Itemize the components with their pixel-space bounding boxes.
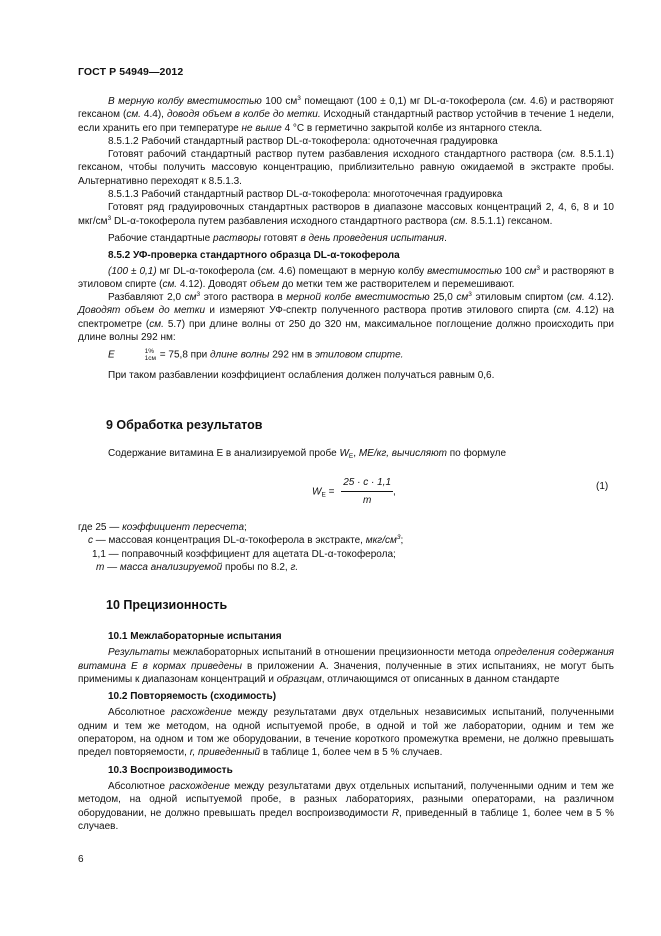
clause-102-paragraph: Абсолютное расхождение между результатами двух отдельных независимых испытаний, полученными одним и тем же методом, на одной испытуемой пробе, в одной и той же лаборатории, одним и тем же оператором, на одном и том же оборудовании, в течение короткого промежутка времени, не должно превышать предел повторяемости, r, приведенный в таблице 1, более чем в 5 % случаев. <box>78 707 614 759</box>
section-9-heading: 9 Обработка результатов <box>106 418 263 432</box>
clause-101-heading: 10.1 Межлабораторные испытания <box>108 631 282 642</box>
formula-fraction: $\frac{25 \cdot c \cdot 1,1}{m}$ <box>343 477 392 507</box>
section-8-body <box>78 95 614 383</box>
definition-m: m — масса анализируемой пробы по 8.2, г. <box>96 561 299 573</box>
clause-8512-body: Готовят рабочий стандартный раствор путем разбавления исходного стандартного раствора (см. 8.5.1.1) гексаном, чтобы получить массовую концентрацию, приблизительно равную ожидаемой в экстракте пробы. Альтернативно переходят к 8.5.1.3. <box>78 149 614 187</box>
stock-solution-paragraph: В мерную колбу вместимостью 100 $см^3$ помещают (100 ± 0,1) мг DL-α-токоферола (см. 4.6) и растворяют гексаном (см. 4.4), доводя объем в колбе до метки. Исходный стандартный раствор устойчив в течение 1 недели, если хранить его при температуре не выше 4 °С в герметично закрытой колбе из янтарного стекла. <box>78 95 614 134</box>
clause-852-paragraph-1: (100 ± 0,1) мг DL-α-токоферола (см. 4.6) помещают в мерную колбу вместимостью 100 $см^3$ и растворяют в этиловом спирте (см. 4.12). Доводят объем до метки тем же растворителем и перемешивают. <box>78 264 615 290</box>
clause-852-heading: 8.5.2 УФ-проверка стандартного образца DL-α-токоферола <box>108 250 400 262</box>
section-9-intro: Содержание витамина Е в анализируемой пробе $W_E$, МЕ/кг, вычисляют по формуле <box>108 448 507 460</box>
document-header: ГОСТ Р 54949—2012 <box>78 66 184 78</box>
clause-852-paragraph-2: Разбавляют 2,0 $см^3$ этого раствора в мерной колбе вместимостью 25,0 $см^3$ этиловым спиртом (см. 4.12). Доводят объем до метки и измеряют УФ-спектр полученного раствора против этилового спирта (см. 4.12) на спектрометре (см. 5.7) при длине волны от 250 до 320 нм, максимальное поглощение должно происходить при длине волны 292 нм: <box>78 291 615 344</box>
clause-101-paragraph: Результаты межлабораторных испытаний в отношении прецизионности метода определения содержания витамина Е в кормах приведены в приложении А. Значения, полученные в этих испытаниях, не могут быть применимы к диапазонам концентраций и образцам, отличающимся от описанных в данном стандарте <box>78 647 614 685</box>
clause-103-paragraph: Абсолютное расхождение между результатами двух отдельных испытаний, полученными одним и тем же методом, на одной испытуемой пробе, в разных лабораториях, разными операторами, на различном оборудовании, не должно превышать предел воспроизводимости R, приведенный в таблице 1, более чем в 5 % случаев. <box>78 780 614 832</box>
dilution-note: При таком разбавлении коэффициент ослабления должен получаться равным 0,6. <box>108 370 495 382</box>
definition-c: c — массовая концентрация DL-α-токоферола в экстракте, мкг/$см^3$; <box>88 534 404 547</box>
clause-8513-title: 8.5.1.3 Рабочий стандартный раствор DL-α-токоферола: многоточечная градуировка <box>108 189 503 201</box>
clause-8512-title: 8.5.1.2 Рабочий стандартный раствор DL-α-токоферола: одноточечная градуировка <box>108 135 498 147</box>
definition-1-1: 1,1 — поправочный коэффициент для ацетата DL-α-токоферола; <box>92 548 396 560</box>
clause-8513-body: Готовят ряд градуировочных стандартных растворов в диапазоне массовых концентраций 2, 4, 6, 8 и 10 мкг/$см^3$ DL-α-токоферола путем разбавления исходного стандартного раствора (см. 8.5.1.1) гексаном. <box>78 202 614 227</box>
working-solutions-note: Рабочие стандартные растворы готовят в день проведения испытания. <box>108 232 447 244</box>
equation-number: (1) <box>596 481 609 492</box>
extinction-value: E 1% 1см = 75,8 при длине волны 292 нм в этиловом спирте. <box>108 348 404 363</box>
section-10-heading: 10 Прецизионность <box>106 598 228 612</box>
page-number: 6 <box>78 854 84 865</box>
vitamin-e-formula: $W_E$ = $\frac{25 \cdot c \cdot 1,1}{m}$ , <box>312 477 396 507</box>
formula-definitions <box>78 521 614 574</box>
section-10-body <box>78 630 614 833</box>
clause-103-heading: 10.3 Воспроизводимость <box>108 764 233 776</box>
clause-102-heading: 10.2 Повторяемость (сходимость) <box>108 691 277 703</box>
definition-25: где 25 — коэффициент пересчета; <box>78 522 247 533</box>
